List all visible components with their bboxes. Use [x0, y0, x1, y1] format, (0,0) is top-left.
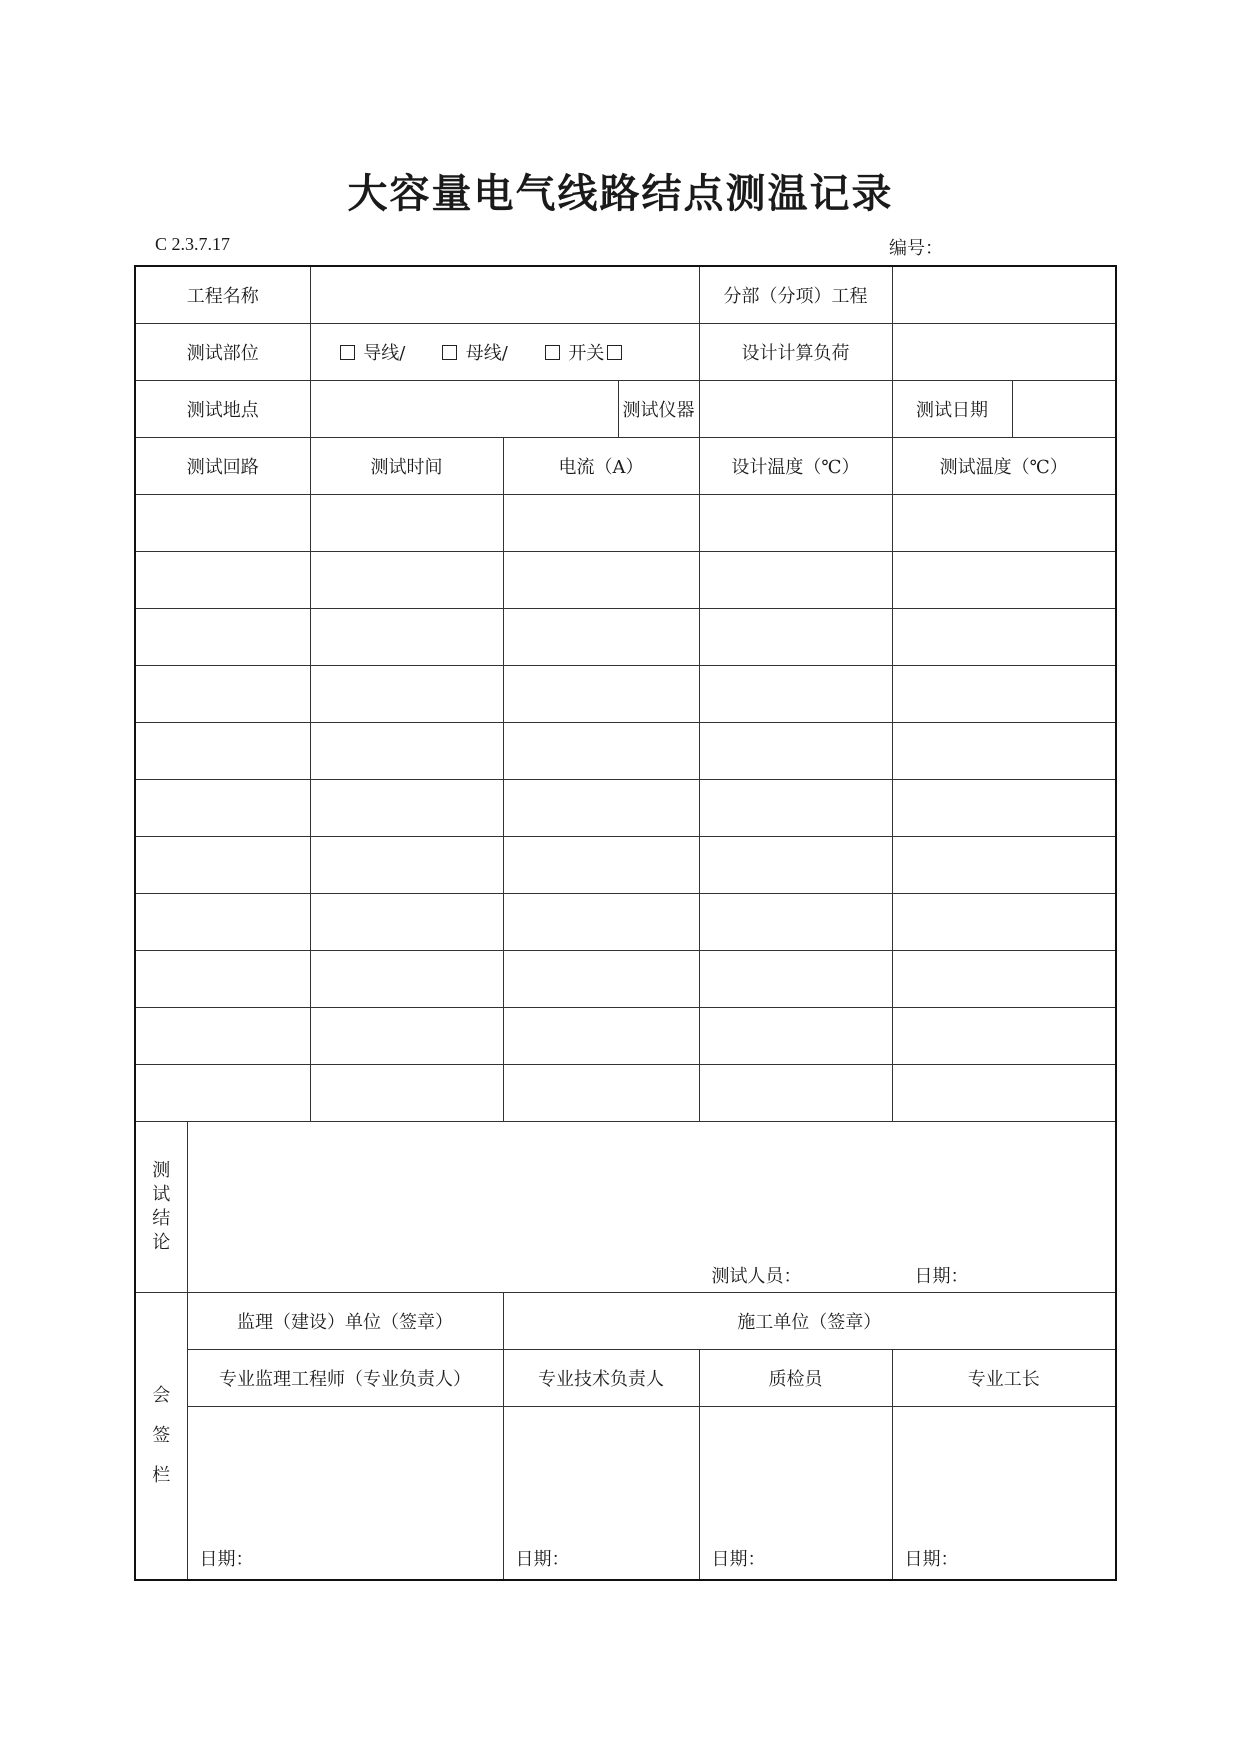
cell-test-temp[interactable] — [892, 665, 1116, 722]
date-label: 日期： — [199, 1549, 254, 1570]
cell-design-temp[interactable] — [699, 608, 892, 665]
signature-box-quality-inspector[interactable] — [699, 1406, 892, 1580]
test-instrument-label: 测试仪器 — [618, 380, 699, 437]
tester-label: 测试人员： — [711, 1265, 802, 1287]
cell-test-temp[interactable] — [892, 1064, 1116, 1121]
conclusion-label-char: 试 — [152, 1183, 171, 1205]
cell-current[interactable] — [503, 494, 699, 551]
test-date-field[interactable] — [1012, 380, 1116, 437]
cell-current[interactable] — [503, 893, 699, 950]
cell-design-temp[interactable] — [699, 950, 892, 1007]
signoff-label-char: 会 — [152, 1384, 171, 1406]
column-header-circuit: 测试回路 — [135, 437, 310, 494]
cell-circuit[interactable] — [135, 893, 310, 950]
cell-test-temp[interactable] — [892, 722, 1116, 779]
role-supervising-engineer: 专业监理工程师（专业负责人） — [187, 1349, 503, 1406]
project-name-field[interactable] — [310, 266, 699, 323]
test-part-options — [310, 323, 699, 380]
option-switch[interactable] — [542, 339, 626, 365]
cell-design-temp[interactable] — [699, 665, 892, 722]
cell-circuit[interactable] — [135, 665, 310, 722]
form-code: C 2.3.7.17 — [155, 234, 231, 254]
cell-current[interactable] — [503, 551, 699, 608]
table-row — [135, 551, 1116, 608]
table-row — [135, 836, 1116, 893]
table-row — [135, 779, 1116, 836]
signature-box-foreman[interactable] — [892, 1406, 1116, 1580]
cell-design-temp[interactable] — [699, 494, 892, 551]
signature-box-technical-lead[interactable] — [503, 1406, 699, 1580]
test-instrument-field[interactable] — [699, 380, 892, 437]
table-row — [135, 494, 1116, 551]
subdivision-label: 分部（分项）工程 — [699, 266, 892, 323]
conclusion-label-char: 论 — [152, 1231, 171, 1253]
cell-time[interactable] — [310, 779, 503, 836]
cell-circuit[interactable] — [135, 836, 310, 893]
checkbox-icon[interactable] — [545, 345, 560, 360]
checkbox-icon[interactable] — [340, 345, 355, 360]
cell-design-temp[interactable] — [699, 1064, 892, 1121]
date-label: 日期： — [515, 1549, 570, 1570]
table-row — [135, 1007, 1116, 1064]
cell-time[interactable] — [310, 1007, 503, 1064]
cell-test-temp[interactable] — [892, 779, 1116, 836]
cell-time[interactable] — [310, 494, 503, 551]
subdivision-field[interactable] — [892, 266, 1116, 323]
cell-design-temp[interactable] — [699, 551, 892, 608]
cell-circuit[interactable] — [135, 608, 310, 665]
role-foreman: 专业工长 — [892, 1349, 1116, 1406]
construction-unit-header: 施工单位（签章） — [503, 1292, 1116, 1349]
role-quality-inspector: 质检员 — [699, 1349, 892, 1406]
cell-current[interactable] — [503, 722, 699, 779]
signoff-label-char: 栏 — [152, 1464, 171, 1486]
cell-current[interactable] — [503, 836, 699, 893]
cell-circuit[interactable] — [135, 779, 310, 836]
checkbox-icon[interactable] — [607, 345, 622, 360]
cell-test-temp[interactable] — [892, 608, 1116, 665]
cell-current[interactable] — [503, 1007, 699, 1064]
column-header-time: 测试时间 — [310, 437, 503, 494]
cell-current[interactable] — [503, 950, 699, 1007]
conclusion-label — [135, 1121, 187, 1292]
cell-circuit[interactable] — [135, 1064, 310, 1121]
signoff-label — [135, 1292, 187, 1580]
cell-time[interactable] — [310, 608, 503, 665]
table-row — [135, 722, 1116, 779]
test-part-label: 测试部位 — [135, 323, 310, 380]
column-header-design-temp: 设计温度（℃） — [699, 437, 892, 494]
option-wire[interactable] — [337, 339, 406, 365]
cell-test-temp[interactable] — [892, 1007, 1116, 1064]
test-location-label: 测试地点 — [135, 380, 310, 437]
record-form-table — [134, 265, 1117, 1581]
cell-current[interactable] — [503, 779, 699, 836]
cell-circuit[interactable] — [135, 950, 310, 1007]
conclusion-date-label: 日期： — [914, 1265, 969, 1287]
table-row — [135, 608, 1116, 665]
cell-design-temp[interactable] — [699, 836, 892, 893]
option-busbar-label: 母线/ — [465, 342, 508, 364]
cell-current[interactable] — [503, 608, 699, 665]
table-row — [135, 1064, 1116, 1121]
signoff-label-char: 签 — [152, 1424, 171, 1446]
cell-design-temp[interactable] — [699, 893, 892, 950]
option-switch-label: 开关 — [568, 342, 605, 364]
cell-current[interactable] — [503, 665, 699, 722]
cell-time[interactable] — [310, 950, 503, 1007]
cell-design-temp[interactable] — [699, 722, 892, 779]
cell-time[interactable] — [310, 1064, 503, 1121]
cell-design-temp[interactable] — [699, 1007, 892, 1064]
test-date-label: 测试日期 — [892, 380, 1012, 437]
supervision-unit-header: 监理（建设）单位（签章） — [187, 1292, 503, 1349]
cell-time[interactable] — [310, 836, 503, 893]
table-row — [135, 893, 1116, 950]
conclusion-label-char: 结 — [152, 1207, 171, 1229]
cell-current[interactable] — [503, 1064, 699, 1121]
date-label: 日期： — [711, 1549, 766, 1570]
column-header-current: 电流（A） — [503, 437, 699, 494]
option-busbar[interactable] — [439, 339, 508, 365]
date-label: 日期： — [904, 1549, 959, 1570]
column-header-test-temp: 测试温度（℃） — [892, 437, 1116, 494]
checkbox-icon[interactable] — [442, 345, 457, 360]
page-title: 大容量电气线路结点测温记录 — [347, 170, 894, 217]
design-load-label: 设计计算负荷 — [699, 323, 892, 380]
cell-test-temp[interactable] — [892, 494, 1116, 551]
cell-circuit[interactable] — [135, 494, 310, 551]
cell-test-temp[interactable] — [892, 950, 1116, 1007]
cell-time[interactable] — [310, 893, 503, 950]
cell-test-temp[interactable] — [892, 893, 1116, 950]
role-technical-lead: 专业技术负责人 — [503, 1349, 699, 1406]
design-load-field[interactable] — [892, 323, 1116, 380]
test-location-field[interactable] — [310, 380, 618, 437]
cell-circuit[interactable] — [135, 722, 310, 779]
serial-number-label: 编号： — [889, 238, 943, 259]
conclusion-label-char: 测 — [152, 1159, 171, 1181]
option-wire-label: 导线/ — [363, 342, 406, 364]
cell-design-temp[interactable] — [699, 779, 892, 836]
table-row — [135, 950, 1116, 1007]
cell-time[interactable] — [310, 551, 503, 608]
conclusion-field[interactable] — [187, 1121, 1116, 1292]
project-name-label: 工程名称 — [135, 266, 310, 323]
cell-test-temp[interactable] — [892, 836, 1116, 893]
cell-circuit[interactable] — [135, 1007, 310, 1064]
cell-test-temp[interactable] — [892, 551, 1116, 608]
cell-time[interactable] — [310, 722, 503, 779]
table-row — [135, 665, 1116, 722]
cell-time[interactable] — [310, 665, 503, 722]
cell-circuit[interactable] — [135, 551, 310, 608]
signature-box-supervising-engineer[interactable] — [187, 1406, 503, 1580]
